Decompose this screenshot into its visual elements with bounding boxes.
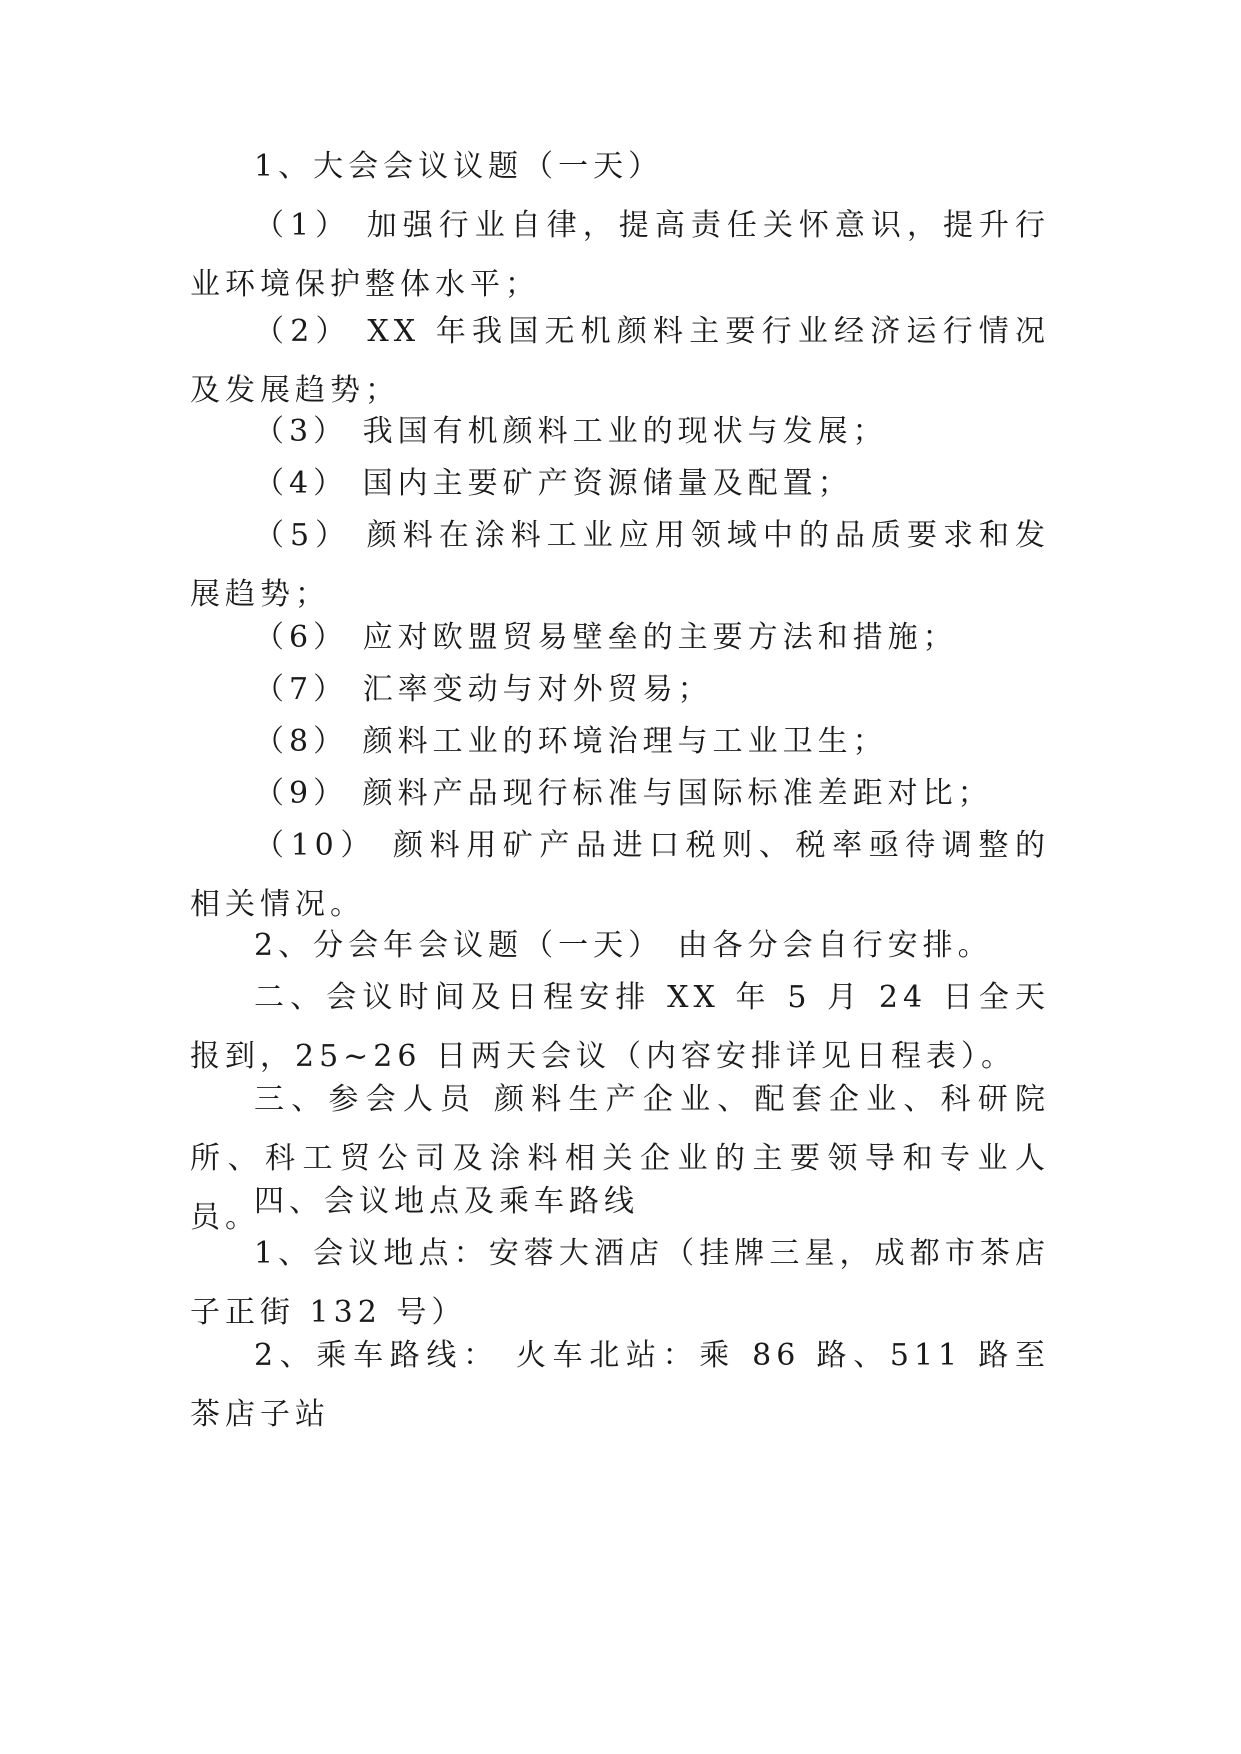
paragraph-venue-heading: 四、会议地点及乘车路线: [254, 1184, 639, 1219]
paragraph-agenda-item-5: （5） 颜料在涂料工业应用领域中的品质要求和发展趋势；: [190, 518, 1050, 612]
paragraph-branch-meeting: 2、分会年会议题（一天） 由各分会自行安排。: [254, 928, 993, 963]
paragraph-agenda-item-4: （4） 国内主要矿产资源储量及配置；: [254, 466, 853, 501]
paragraph-agenda-item-6: （6） 应对欧盟贸易壁垒的主要方法和措施；: [254, 620, 958, 655]
paragraph-venue: 1、会议地点：安蓉大酒店（挂牌三星，成都市茶店子正街 132 号）: [190, 1236, 1050, 1330]
paragraph-agenda-item-8: （8） 颜料工业的环境治理与工业卫生；: [254, 724, 888, 759]
paragraph-agenda-item-2: （2） XX 年我国无机颜料主要行业经济运行情况及发展趋势；: [190, 314, 1050, 408]
paragraph-agenda-item-9: （9） 颜料产品现行标准与国际标准差距对比；: [254, 776, 993, 811]
paragraph-schedule: 二、会议时间及日程安排 XX 年 5 月 24 日全天报到，25~26 日两天会议（内容安排详见日程表）。: [190, 980, 1050, 1074]
paragraph-attendees: 三、参会人员 颜料生产企业、配套企业、科研院所、科工贸公司及涂料相关企业的主要领导和专业人员。: [190, 1082, 1050, 1235]
paragraph-agenda-item-7: （7） 汇率变动与对外贸易；: [254, 672, 713, 707]
paragraph-agenda-item-10: （10） 颜料用矿产品进口税则、税率亟待调整的相关情况。: [190, 828, 1050, 922]
paragraph-agenda-item-3: （3） 我国有机颜料工业的现状与发展；: [254, 414, 888, 449]
paragraph-agenda-heading: 1、大会会议议题（一天）: [254, 149, 664, 184]
paragraph-route: 2、乘车路线： 火车北站：乘 86 路、511 路至茶店子站: [190, 1338, 1050, 1432]
paragraph-agenda-item-1: （1） 加强行业自律，提高责任关怀意识，提升行业环境保护整体水平；: [190, 208, 1050, 302]
